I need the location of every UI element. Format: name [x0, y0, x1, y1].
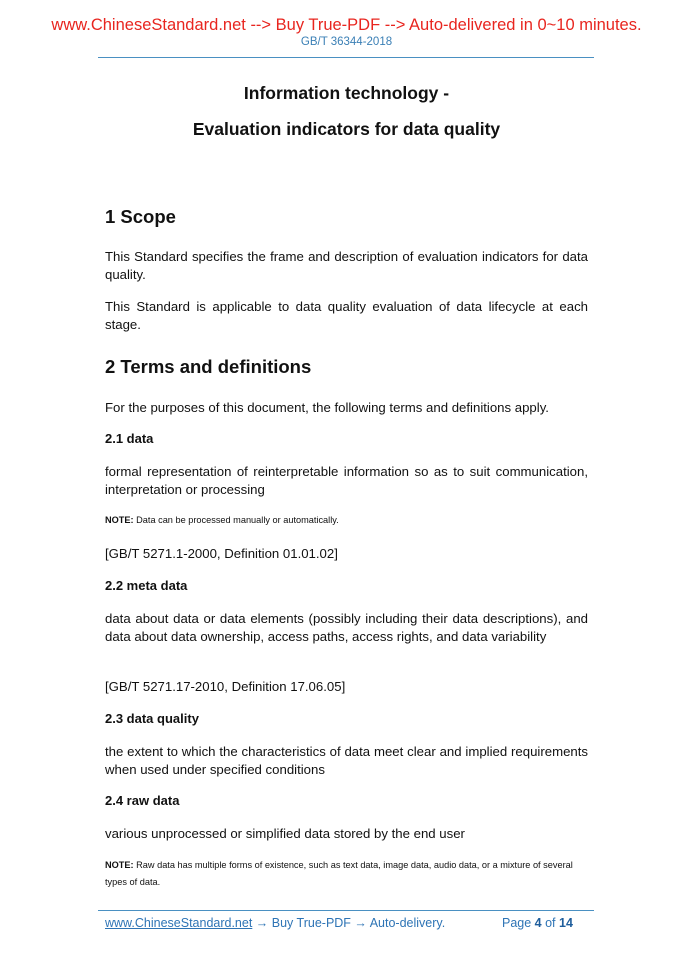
- scope-paragraph-1: This Standard specifies the frame and description of evaluation indicators for data quality.: [105, 249, 588, 282]
- note-text: Raw data has multiple forms of existence, such as text data, image data, audio data, or a mixture of several types of data.: [105, 860, 573, 887]
- term-definition-data-quality: the extent to which the characteristics of data meet clear and implied requirements when used under specified conditions: [105, 744, 588, 777]
- note-label: NOTE:: [105, 860, 134, 870]
- note-label: NOTE:: [105, 515, 134, 525]
- page-number: 4: [534, 916, 542, 930]
- term-definition-raw-data: various unprocessed or simplified data stored by the end user: [105, 826, 465, 841]
- term-note-raw-data: [105, 857, 588, 891]
- promo-banner[interactable]: www.ChineseStandard.net --> Buy True-PDF --> Auto-delivered in 0~10 minutes.: [51, 16, 642, 34]
- term-source-meta-data: [GB/T 5271.17-2010, Definition 17.06.05]: [105, 679, 346, 694]
- page-of-label: of: [541, 916, 559, 930]
- term-definition-data: formal representation of reinterpretable information so as to suit communication, interpretation or processing: [105, 464, 588, 497]
- footer-divider: [98, 910, 594, 911]
- document-title-line1: Information technology -: [243, 83, 450, 103]
- term-heading-data-quality: 2.3 data quality: [105, 711, 199, 726]
- footer-promo-text: → Buy True-PDF → Auto-delivery.: [252, 916, 446, 930]
- section-heading-scope: 1 Scope: [105, 206, 176, 227]
- term-note-data: [105, 512, 588, 529]
- page-indicator: [502, 915, 573, 931]
- scope-paragraph-2: This Standard is applicable to data quality evaluation of data lifecycle at each stage.: [105, 299, 588, 332]
- term-source-data: [GB/T 5271.1-2000, Definition 01.01.02]: [105, 546, 338, 561]
- document-id: GB/T 36344-2018: [300, 36, 393, 48]
- page-total: 14: [559, 916, 573, 930]
- term-heading-data: 2.1 data: [105, 431, 154, 446]
- section-heading-terms: 2 Terms and definitions: [105, 356, 312, 377]
- note-text: Data can be processed manually or automatically.: [133, 515, 339, 525]
- term-definition-meta-data: data about data or data elements (possibly including their data descriptions), and data about data ownership, access paths, access rights, and data variability: [105, 611, 588, 644]
- header-divider: [98, 57, 594, 58]
- page-label: Page: [502, 916, 535, 930]
- terms-intro: For the purposes of this document, the following terms and definitions apply.: [105, 400, 549, 415]
- footer-site-link[interactable]: www.ChineseStandard.net: [105, 916, 253, 930]
- footer-promo: [105, 915, 445, 931]
- term-heading-raw-data: 2.4 raw data: [105, 793, 180, 808]
- document-title-line2: Evaluation indicators for data quality: [192, 119, 501, 139]
- term-heading-meta-data: 2.2 meta data: [105, 578, 188, 593]
